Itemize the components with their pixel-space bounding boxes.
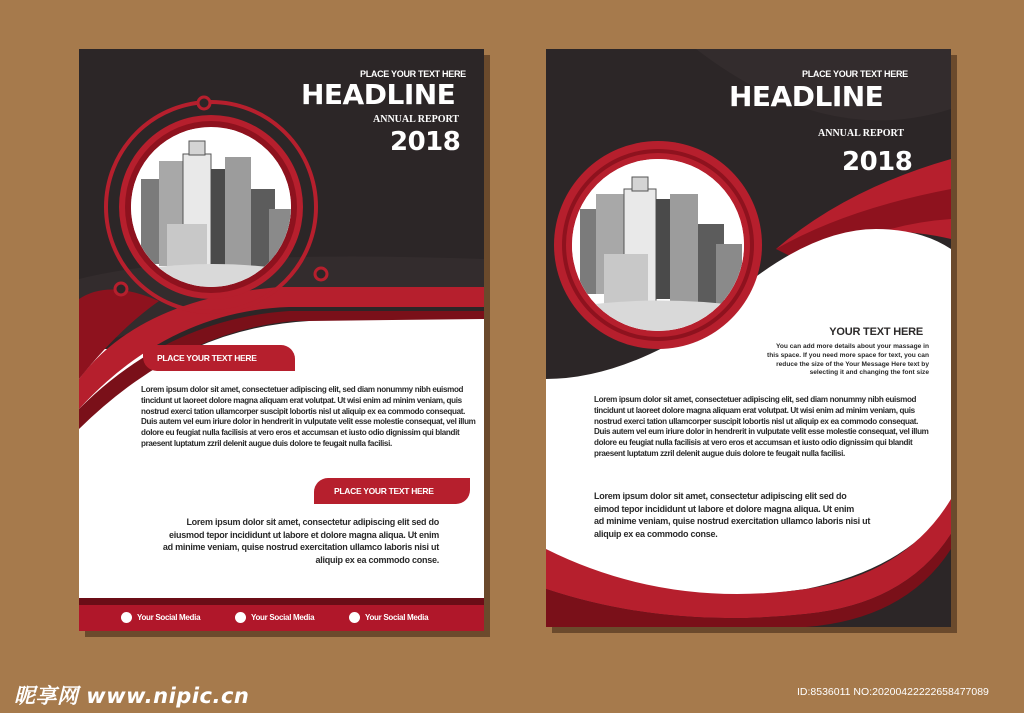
paragraph-line: dolore eu feugiat nulla facilisis at vero eros et accumsan et iusto odio dignissim qui blandit xyxy=(141,428,460,438)
paragraph-line: eimod tepor incididunt ut labore et dolore magna aliqua. Ut enim xyxy=(594,503,855,514)
paragraph-2 xyxy=(163,516,439,566)
annual-report-label: ANNUAL REPORT xyxy=(373,114,460,125)
social-icon xyxy=(121,612,132,623)
paragraph-line: nostrud exerci tation ullamcorper suscipit lobortis nisl ut aliquip ex ea commodo consequat. xyxy=(141,406,465,416)
paragraph-line: Duis autem vel eum iriure dolor in hendrerit in vulputate velit esse molestie consequat, vel illum xyxy=(594,427,929,437)
paragraph-line: praesent luptatum zzril delenit augue duis dolore te feugait nulla facilisi. xyxy=(141,438,392,448)
place-text-label: PLACE YOUR TEXT HERE xyxy=(802,69,908,79)
annual-report-label: ANNUAL REPORT xyxy=(818,128,905,139)
paragraph-line: Lorem ipsum dolor sit amet, consectetuer adipiscing elit, sed diam nonummy nibh euismod xyxy=(594,395,917,404)
social-link-3[interactable] xyxy=(349,612,428,623)
paragraph-line: tincidunt ut laoreet dolore magna aliquam erat volutpat. Ut wisi enim ad minim veniam, quis xyxy=(594,405,915,415)
paragraph-line: tincidunt ut laoreet dolore magna aliquam erat volutpat. Ut wisi enim ad minim veniam, quis xyxy=(141,395,462,405)
year-label: 2018 xyxy=(842,147,913,177)
paragraph-2 xyxy=(594,490,870,540)
social-link-1[interactable] xyxy=(121,612,200,623)
watermark-id: ID:8536011 NO:20200422222658477089 xyxy=(797,686,989,698)
paragraph-line: eiusmod tepor incididunt ut labore et dolore magna aliqua. Ut enim xyxy=(168,529,439,540)
social-label: Your Social Media xyxy=(365,613,429,622)
message-line: reduce the size of the Your Message Here text by xyxy=(776,360,929,368)
paragraph-1 xyxy=(594,395,929,460)
section-pill-1-label: PLACE YOUR TEXT HERE xyxy=(157,353,257,363)
paragraph-line: ad minime veniam, quise nostrud exercitation ullamco laboris nisi ut xyxy=(594,516,871,527)
paragraph-1 xyxy=(141,385,476,450)
message-line: You can add more details about your massage in xyxy=(775,343,929,350)
paragraph-line: praesent luptatum zzril delenit augue duis dolore te feugait nulla facilisi. xyxy=(594,448,845,458)
social-icon xyxy=(349,612,360,623)
section-pill-2 xyxy=(314,478,470,504)
your-text-heading: YOUR TEXT HERE xyxy=(829,326,923,338)
section-pill-2-label: PLACE YOUR TEXT HERE xyxy=(334,486,434,496)
social-footer xyxy=(79,598,484,631)
place-text-label: PLACE YOUR TEXT HERE xyxy=(360,69,466,79)
paragraph-line: dolore eu feugiat nulla facilisis at vero eros et accumsan et iusto odio dignissim qui blandit xyxy=(594,438,913,448)
paragraph-line: Lorem ipsum dolor sit amet, consectetuer adipiscing elit, sed diam nonummy nibh euismod xyxy=(141,385,464,394)
paragraph-line: aliquip ex ea commodo conse. xyxy=(315,554,439,565)
social-link-2[interactable] xyxy=(235,612,314,623)
social-label: Your Social Media xyxy=(137,613,201,622)
section-pill-1 xyxy=(143,345,295,371)
paragraph-line: Duis autem vel eum iriure dolor in hendrerit in vulputate velit esse molestie consequat, vel illum xyxy=(141,417,476,427)
social-icon xyxy=(235,612,246,623)
watermark-logo: 昵享网 www.nipic.cn xyxy=(14,684,250,708)
message-line: this space. If you need more space for text, you can xyxy=(767,351,929,359)
paragraph-line: Lorem ipsum dolor sit amet, consectetur adipiscing elit sed do xyxy=(594,491,847,501)
paragraph-line: Lorem ipsum dolor sit amet, consectetur adipiscing elit sed do xyxy=(186,517,439,527)
social-label: Your Social Media xyxy=(251,613,315,622)
left-brochure xyxy=(79,49,484,631)
headline: HEADLINE xyxy=(301,78,456,111)
paragraph-line: aliquip ex ea commodo conse. xyxy=(594,528,718,539)
paragraph-line: ad minime veniam, quise nostrud exercitation ullamco laboris nisi ut xyxy=(162,542,439,553)
headline: HEADLINE xyxy=(729,80,884,113)
message-block xyxy=(767,343,929,378)
footer-band xyxy=(79,598,484,605)
paragraph-line: nostrud exerci tation ullamcorper suscipit lobortis nisl ut aliquip ex ea commodo consequat. xyxy=(594,416,918,426)
right-brochure xyxy=(546,49,951,627)
year-label: 2018 xyxy=(390,127,461,157)
message-line: selecting it and changing the font size xyxy=(809,369,929,377)
